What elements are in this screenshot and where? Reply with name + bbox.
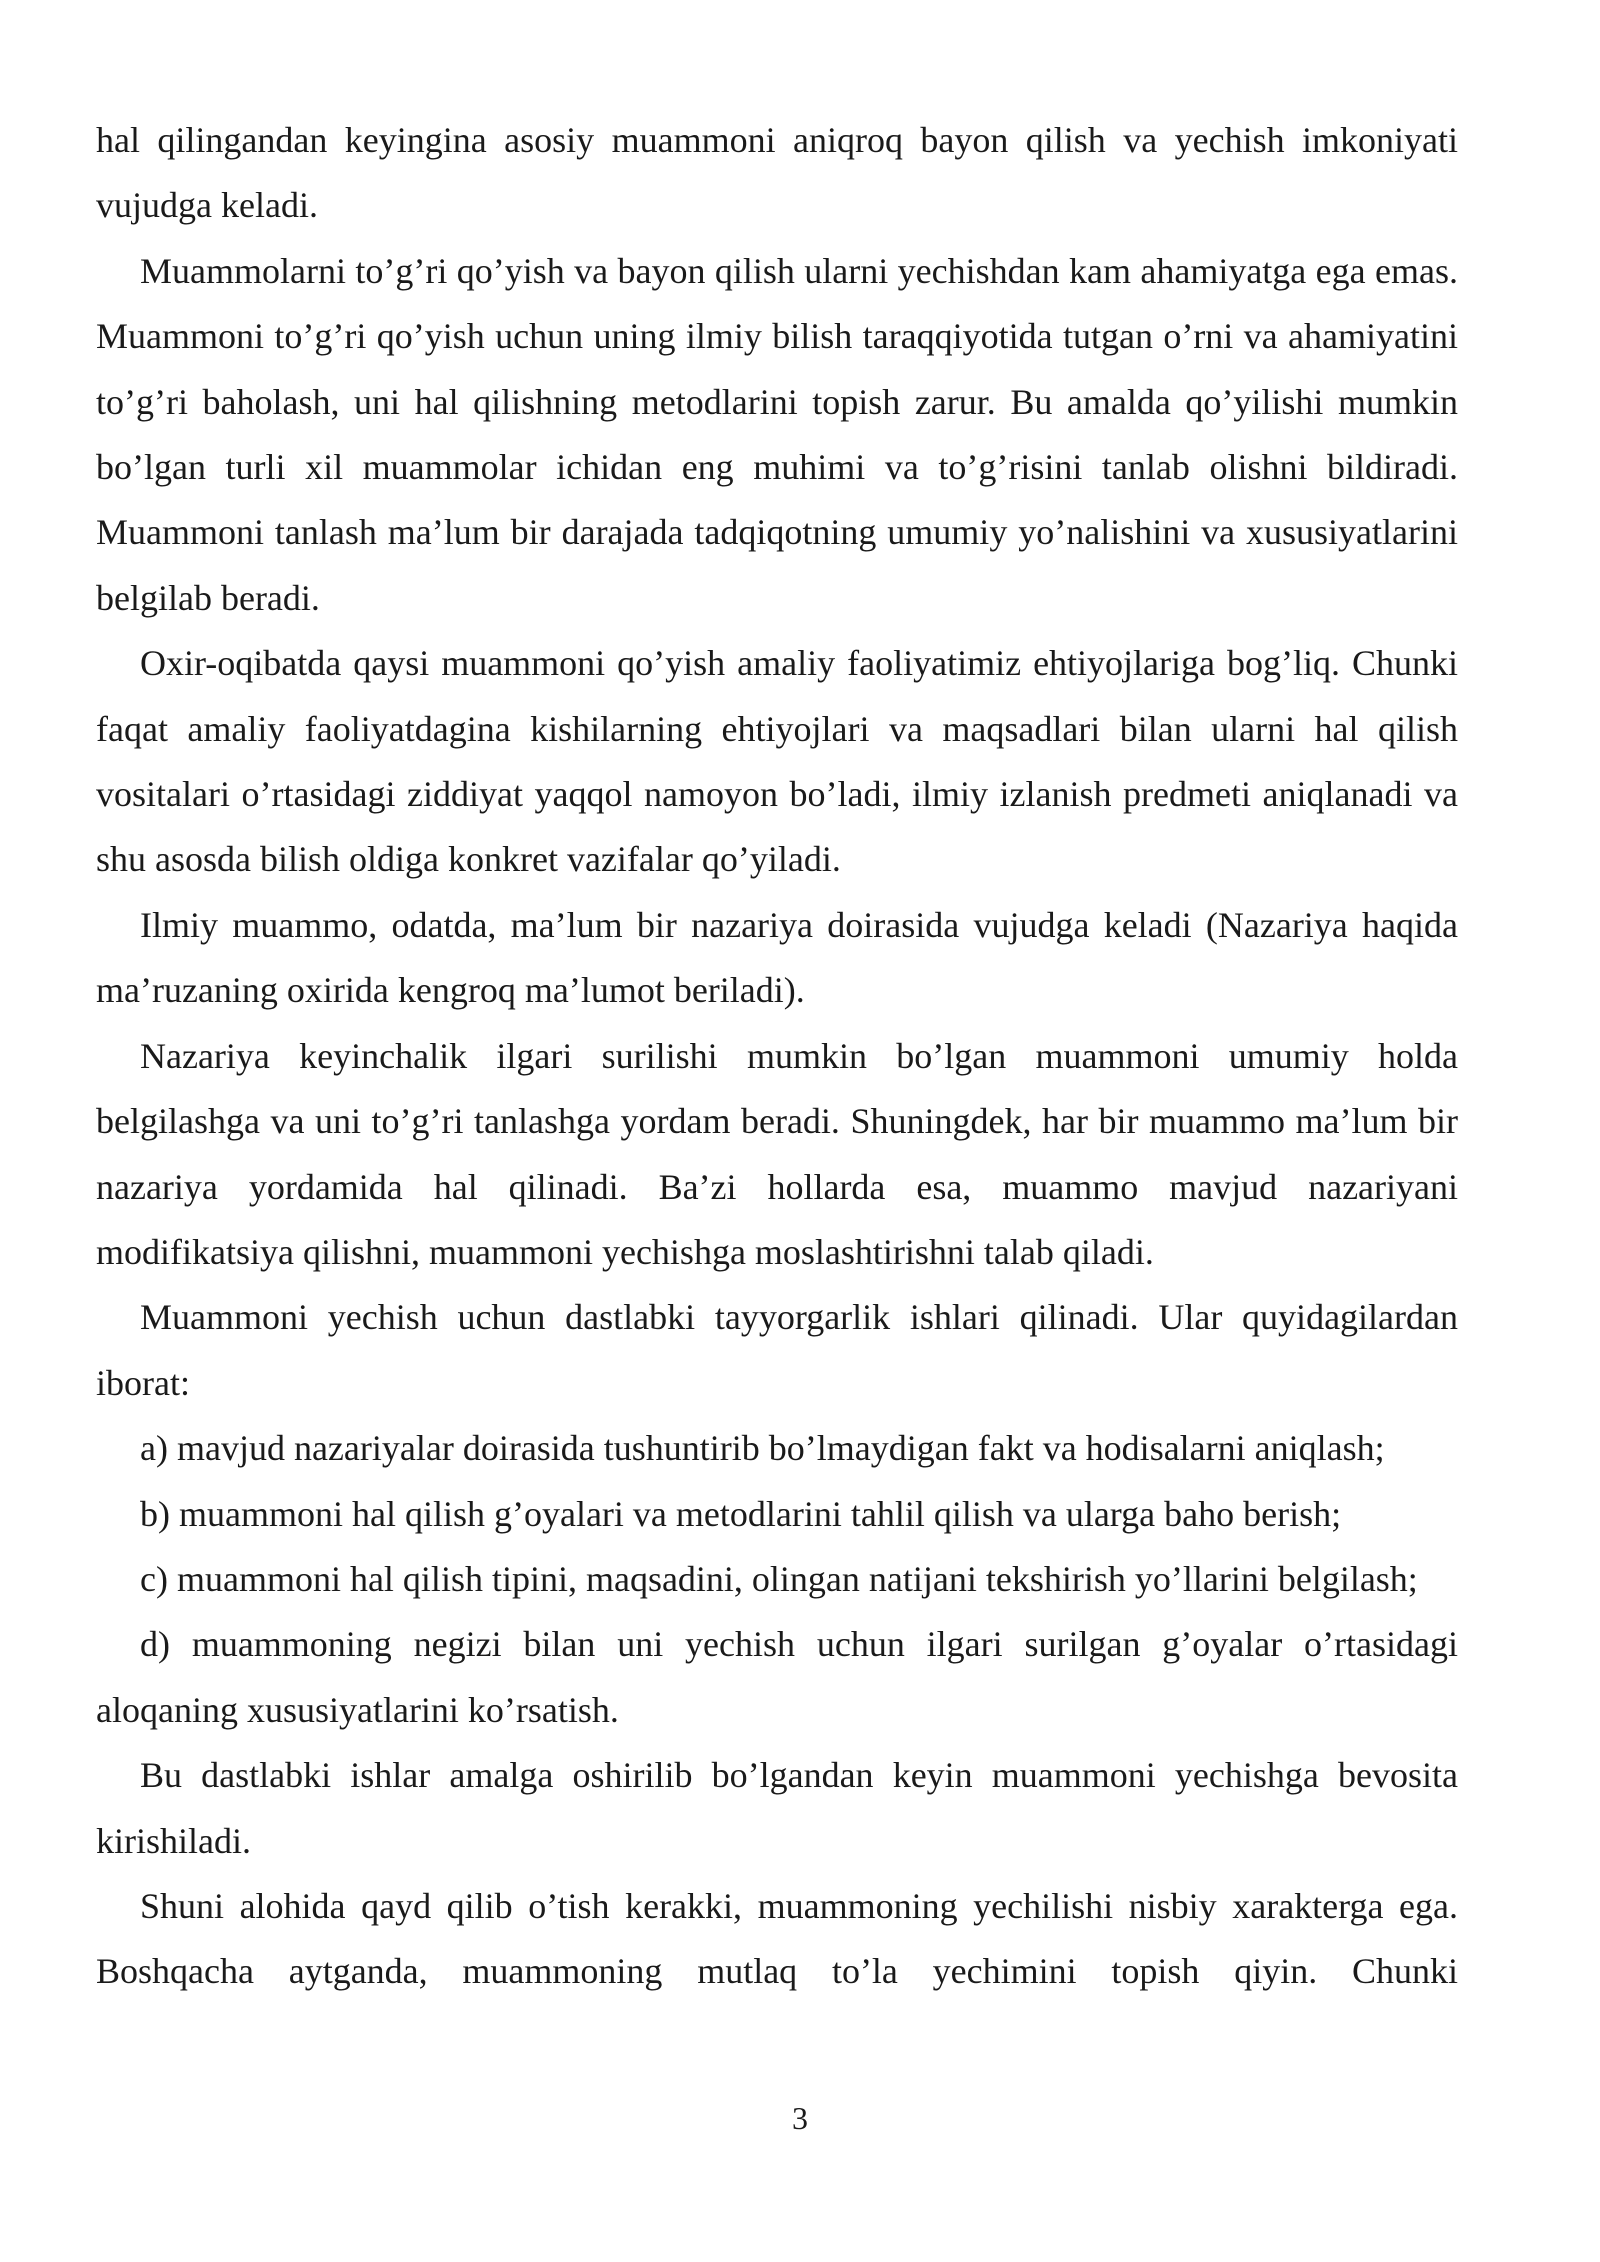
paragraph-continuation: hal qilingandan keyingina asosiy muammoni aniqroq bayon qilish va yechish imkoniyati vujudga keladi. xyxy=(96,120,1458,226)
list-item-a: a) mavjud nazariyalar doirasida tushuntirib bo’lmaydigan fakt va hodisalarni aniqlash; xyxy=(140,1428,1385,1469)
paragraph-problem-statement: Muammolarni to’g’ri qo’yish va bayon qilish ularni yechishdan kam ahamiyatga ega emas. Muammoni to’g’ri qo’yish uchun uning ilmiy bilish taraqqiyotida tutgan o’rni va ahamiyatini to’g’ri baholash, uni hal qilishning metodlarini topish zarur. Bu amalda qo’yilishi mumkin bo’lgan turli xil muammolar ichidan eng muhimi va to’g’risini tanlab olishni bildiradi. Muammoni tanlash ma’lum bir darajada tadqiqotning umumiy yo’nalishini va xususiyatlarini belgilab beradi. xyxy=(96,250,1458,618)
paragraph-practical-activity: Oxir-oqibatda qaysi muammoni qo’yish amaliy faoliyatimiz ehtiyojlariga bog’liq. Chunki faqat amaliy faoliyatdagina kishilarning ehtiyojlari va maqsadlari bilan ularni hal qilish vositalari o’rtasidagi ziddiyat yaqqol namoyon bo’ladi, ilmiy izlanish predmeti aniqlanadi va shu asosda bilish oldiga konkret vazifalar qo’yiladi. xyxy=(96,643,1458,880)
list-item-d: d) muammoning negizi bilan uni yechish uchun ilgari surilgan g’oyalar o’rtasidagi aloqaning xususiyatlarini ko’rsatish. xyxy=(96,1624,1458,1730)
paragraph-scientific-problem: Ilmiy muammo, odatda, ma’lum bir nazariya doirasida vujudga keladi (Nazariya haqida ma’ruzaning oxirida kengroq ma’lumot beriladi). xyxy=(96,904,1458,1011)
body-text xyxy=(96,108,1458,2005)
paragraph-relative-solution: Shuni alohida qayd qilib o’tish kerakki, muammoning yechilishi nisbiy xarakterga ega. Boshqacha aytganda, muammoning mutlaq to’la yechimini topish qiyin. Chunki xyxy=(96,1885,1458,1992)
list-item-b: b) muammoni hal qilish g’oyalari va metodlarini tahlil qilish va ularga baho berish; xyxy=(140,1493,1342,1534)
page-number: 3 xyxy=(792,2100,808,2136)
paragraph-preparation: Muammoni yechish uchun dastlabki tayyorgarlik ishlari qilinadi. Ular quyidagilardan iborat: xyxy=(96,1297,1458,1403)
list-item-c: c) muammoni hal qilish tipini, maqsadini, olingan natijani tekshirish yo’llarini belgilash; xyxy=(140,1558,1418,1599)
paragraph-after-preparation: Bu dastlabki ishlar amalga oshirilib bo’lgandan keyin muammoni yechishga bevosita kirishiladi. xyxy=(96,1755,1458,1861)
paragraph-theory: Nazariya keyinchalik ilgari surilishi mumkin bo’lgan muammoni umumiy holda belgilashga va uni to’g’ri tanlashga yordam beradi. Shuningdek, har bir muammo ma’lum bir nazariya yordamida hal qilinadi. Ba’zi hollarda esa, muammo mavjud nazariyani modifikatsiya qilishni, muammoni yechishga moslashtirishni talab qiladi. xyxy=(96,1035,1458,1272)
